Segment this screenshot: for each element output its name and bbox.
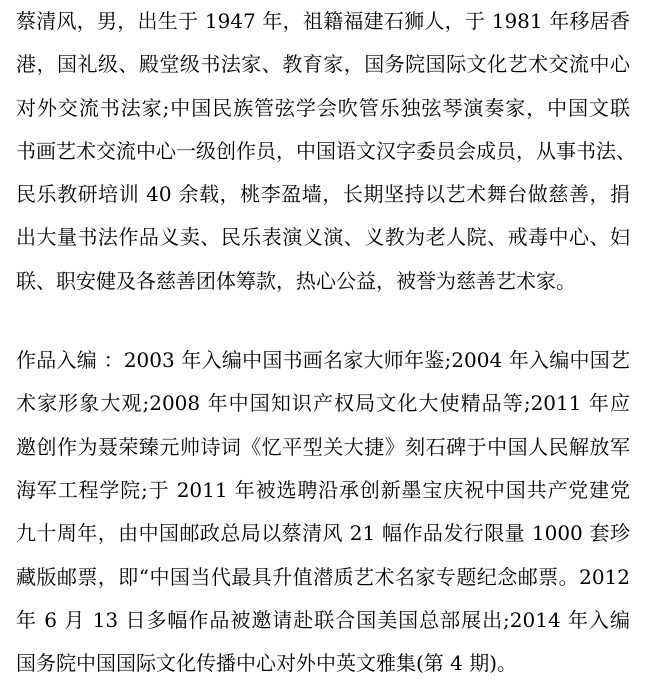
text-line: 术家形象大观;2008 年中国知识产权局文化大使精品等;2011 年应 bbox=[16, 391, 630, 416]
text-line: 邀创作为聂荣臻元帅诗词《忆平型关大捷》刻石碑于中国人民解放军 bbox=[16, 434, 630, 459]
text-line: 民乐教研培训 40 余载，桃李盈墙，长期坚持以艺术舞台做慈善，捐 bbox=[16, 182, 630, 207]
biography-paragraph bbox=[16, 0, 636, 303]
text-line: 联、职安健及各慈善团体筹款，热心公益，被誉为慈善艺术家。 bbox=[16, 268, 576, 293]
document-body bbox=[16, 0, 636, 685]
text-line: 年 6 月 13 日多幅作品被邀请赴联合国美国总部展出;2014 年入编 bbox=[16, 607, 630, 632]
text-line: 出大量书法作品义卖、民乐表演义演、义教为老人院、戒毒中心、妇 bbox=[16, 225, 630, 250]
text-line: 海军工程学院;于 2011 年被选聘沿承创新墨宝庆祝中国共产党建党 bbox=[16, 477, 630, 502]
text-line: 作品入编 ：2003 年入编中国书画名家大师年鉴;2004 年入编中国艺 bbox=[16, 348, 630, 373]
text-line: 藏版邮票，即“中国当代最具升值潜质艺术名家专题纪念邮票。2012 bbox=[16, 564, 630, 589]
text-line: 九十周年，由中国邮政总局以蔡清风 21 幅作品发行限量 1000 套珍 bbox=[16, 521, 630, 546]
text-line: 对外交流书法家;中国民族管弦学会吹管乐独弦琴演奏家，中国文联 bbox=[16, 95, 630, 120]
text-line: 蔡清风，男，出生于 1947 年，祖籍福建石狮人，于 1981 年移居香 bbox=[16, 9, 630, 33]
text-line: 书画艺术交流中心一级创作员，中国语文汉字委员会成员，从事书法、 bbox=[16, 138, 636, 163]
text-line: 港，国礼级、殿堂级书法家、教育家，国务院国际文化艺术交流中心 bbox=[16, 52, 630, 77]
text-line: 国务院中国国际文化传播中心对外中英文雅集(第 4 期)。 bbox=[16, 651, 518, 676]
works-paragraph bbox=[16, 339, 630, 685]
